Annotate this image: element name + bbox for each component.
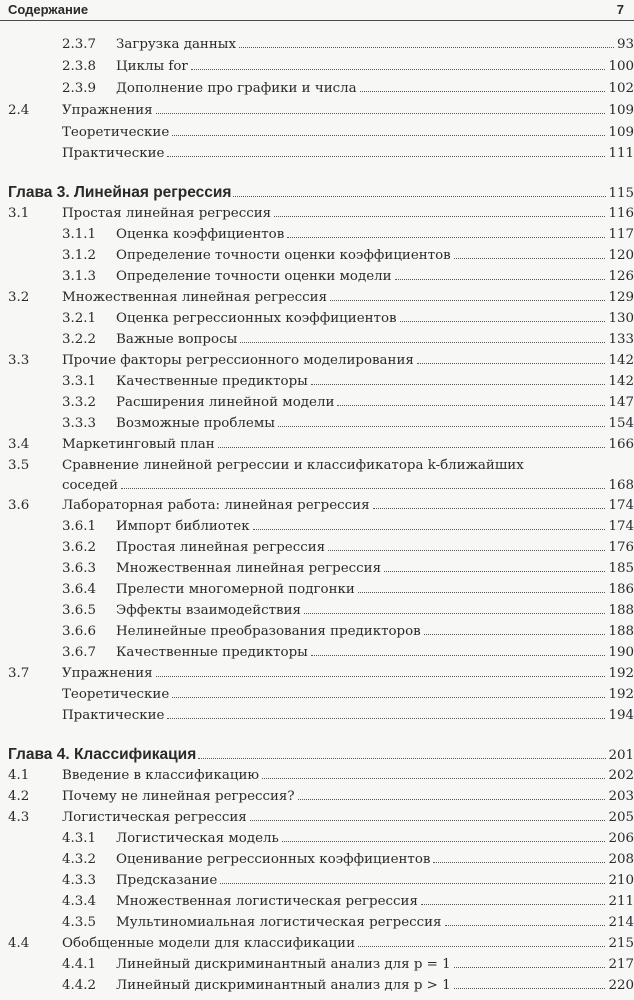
section-number: 3.3.2 bbox=[62, 395, 97, 410]
toc-line bbox=[116, 913, 634, 933]
chapter-title: Глава 3. Линейная регрессия bbox=[8, 184, 232, 201]
dot-leader bbox=[421, 892, 606, 905]
entry-title: Практические bbox=[62, 146, 165, 161]
page-number: 202 bbox=[608, 768, 634, 783]
page-number: 176 bbox=[608, 540, 634, 555]
toc-line bbox=[116, 892, 634, 912]
page-number: 203 bbox=[608, 789, 634, 804]
page-number: 186 bbox=[608, 582, 634, 597]
dot-leader bbox=[373, 496, 606, 509]
page-number: 120 bbox=[608, 248, 634, 263]
dot-leader bbox=[156, 101, 606, 114]
section-number: 3.1 bbox=[8, 206, 30, 221]
entry-title: Дополнение про графики и числа bbox=[116, 81, 357, 96]
page-number: 93 bbox=[616, 37, 634, 52]
subsection-entry bbox=[0, 976, 634, 996]
page-number: 111 bbox=[608, 146, 634, 161]
page-number: 154 bbox=[608, 416, 634, 431]
entry-title: Определение точности оценки коэффициентов bbox=[116, 248, 451, 263]
section-number: 4.1 bbox=[8, 768, 30, 783]
subentry bbox=[0, 706, 634, 726]
dot-leader bbox=[278, 414, 606, 427]
toc-line bbox=[116, 267, 634, 287]
section-number: 2.3.9 bbox=[62, 81, 97, 96]
section-entry bbox=[0, 288, 634, 308]
entry-title: Маркетинговый план bbox=[62, 437, 215, 452]
section-number: 3.3 bbox=[8, 353, 30, 368]
section-number: 3.1.2 bbox=[62, 248, 97, 263]
page-number: 214 bbox=[608, 915, 634, 930]
dot-leader bbox=[395, 267, 606, 280]
dot-leader bbox=[358, 580, 606, 593]
toc-line bbox=[116, 829, 634, 849]
section-number: 4.2 bbox=[8, 789, 30, 804]
section-number: 3.3.1 bbox=[62, 374, 97, 389]
subsection-entry bbox=[0, 79, 634, 99]
dot-leader bbox=[417, 351, 606, 364]
page-number: 100 bbox=[608, 59, 634, 74]
page-number: 210 bbox=[608, 873, 634, 888]
page-number: 126 bbox=[608, 269, 634, 284]
toc-line bbox=[116, 559, 634, 579]
page-number: 192 bbox=[608, 687, 634, 702]
entry-title: Обобщенные модели для классификации bbox=[62, 936, 356, 951]
dot-leader bbox=[282, 829, 606, 842]
page-number: 109 bbox=[608, 125, 634, 140]
toc-line bbox=[116, 580, 634, 600]
running-header bbox=[0, 0, 634, 21]
page-number: 117 bbox=[608, 227, 634, 242]
toc-line bbox=[116, 330, 634, 350]
dot-leader bbox=[433, 850, 605, 863]
page-number: 129 bbox=[608, 290, 634, 305]
dot-leader bbox=[337, 393, 605, 406]
dot-leader bbox=[384, 559, 605, 572]
subsection-entry bbox=[0, 892, 634, 912]
entry-title: Предсказание bbox=[116, 873, 218, 888]
dot-leader bbox=[358, 934, 605, 947]
section-number: 2.3.7 bbox=[62, 37, 97, 52]
toc-line bbox=[116, 643, 634, 663]
entry-title: Прочие факторы регрессионного моделирования bbox=[62, 353, 414, 368]
dot-leader bbox=[400, 309, 606, 322]
page-number: 215 bbox=[608, 936, 634, 951]
toc-line bbox=[62, 706, 634, 726]
toc-line bbox=[116, 850, 634, 870]
section-number: 3.6 bbox=[8, 498, 30, 513]
chapter-heading bbox=[0, 181, 634, 205]
page-number: 194 bbox=[608, 708, 634, 723]
section-number: 3.6.2 bbox=[62, 540, 97, 555]
dot-leader bbox=[304, 601, 605, 614]
section-entry bbox=[0, 664, 634, 684]
toc-line bbox=[116, 871, 634, 891]
subsection-entry bbox=[0, 35, 634, 55]
toc-line bbox=[116, 517, 634, 537]
subentry bbox=[0, 685, 634, 705]
section-number: 3.5 bbox=[8, 458, 30, 473]
page-number: 133 bbox=[608, 332, 634, 347]
toc-line bbox=[62, 808, 634, 828]
subsection-entry bbox=[0, 850, 634, 870]
entry-title: Упражнения bbox=[62, 666, 153, 681]
dot-leader bbox=[172, 685, 605, 698]
page-number: 208 bbox=[608, 852, 634, 867]
dot-leader bbox=[311, 372, 606, 385]
section-entry bbox=[0, 787, 634, 807]
subsection-entry bbox=[0, 955, 634, 975]
page-number: 211 bbox=[608, 894, 634, 909]
page-number: 220 bbox=[608, 978, 634, 993]
toc-line bbox=[62, 496, 634, 516]
section-number: 3.6.1 bbox=[62, 519, 97, 534]
dot-leader bbox=[298, 787, 606, 800]
section-number: 3.1.3 bbox=[62, 269, 97, 284]
entry-title: Эффекты взаимодействия bbox=[116, 603, 301, 618]
section-number: 3.2.1 bbox=[62, 311, 97, 326]
dot-leader bbox=[218, 435, 606, 448]
toc-line bbox=[116, 414, 634, 434]
entry-title-line1: Сравнение линейной регрессии и классификатора k-ближайших bbox=[62, 458, 524, 473]
page-number: 142 bbox=[608, 353, 634, 368]
toc-line bbox=[116, 538, 634, 558]
toc-line bbox=[116, 79, 634, 99]
header-page-number: 7 bbox=[616, 2, 624, 17]
subsection-entry bbox=[0, 267, 634, 287]
page-number: 174 bbox=[608, 498, 634, 513]
subsection-entry bbox=[0, 330, 634, 350]
header-title: Содержание bbox=[8, 2, 89, 17]
subsection-entry bbox=[0, 559, 634, 579]
dot-leader bbox=[240, 330, 605, 343]
toc-line bbox=[62, 787, 634, 807]
page-number: 130 bbox=[608, 311, 634, 326]
toc-line bbox=[116, 35, 634, 55]
page-number: 190 bbox=[608, 645, 634, 660]
dot-leader bbox=[330, 288, 605, 301]
entry-title: Почему не линейная регрессия? bbox=[62, 789, 295, 804]
toc-line bbox=[62, 288, 634, 308]
subsection-entry bbox=[0, 913, 634, 933]
entry-title: Оценка коэффициентов bbox=[116, 227, 285, 242]
section-number: 4.3.2 bbox=[62, 852, 97, 867]
dot-leader bbox=[250, 808, 606, 821]
dot-leader bbox=[424, 622, 606, 635]
entry-title: Импорт библиотек bbox=[116, 519, 250, 534]
entry-title: Множественная линейная регрессия bbox=[62, 290, 328, 305]
dot-leader bbox=[253, 517, 606, 530]
toc-line bbox=[116, 372, 634, 392]
subsection-entry bbox=[0, 57, 634, 77]
toc-line bbox=[62, 685, 634, 705]
page-number: 166 bbox=[608, 437, 634, 452]
entry-title: Простая линейная регрессия bbox=[116, 540, 326, 555]
dot-leader bbox=[454, 955, 606, 968]
entry-title: Множественная логистическая регрессия bbox=[116, 894, 418, 909]
page-number: 217 bbox=[608, 957, 634, 972]
dot-leader bbox=[287, 225, 605, 238]
dot-leader bbox=[233, 181, 606, 197]
section-entry bbox=[0, 456, 634, 496]
section-entry bbox=[0, 351, 634, 371]
dot-leader bbox=[360, 79, 606, 92]
toc-line bbox=[116, 976, 634, 996]
chapter-title: Глава 4. Классификация bbox=[8, 746, 197, 763]
section-number: 2.3.8 bbox=[62, 59, 97, 74]
toc-line bbox=[62, 766, 634, 786]
section-entry bbox=[0, 808, 634, 828]
section-number: 3.4 bbox=[8, 437, 30, 452]
page-number: 205 bbox=[608, 810, 634, 825]
dot-leader bbox=[454, 976, 606, 989]
toc-line bbox=[62, 123, 634, 143]
page-number: 188 bbox=[608, 603, 634, 618]
toc-line bbox=[8, 743, 634, 768]
section-entry bbox=[0, 934, 634, 954]
subsection-entry bbox=[0, 372, 634, 392]
toc-line bbox=[62, 204, 634, 224]
section-number: 4.4 bbox=[8, 936, 30, 951]
page-number: 115 bbox=[608, 186, 634, 201]
section-number: 4.4.1 bbox=[62, 957, 97, 972]
section-entry bbox=[0, 204, 634, 224]
subsection-entry bbox=[0, 643, 634, 663]
dot-leader bbox=[121, 476, 605, 489]
page-number: 102 bbox=[608, 81, 634, 96]
page-number: 188 bbox=[608, 624, 634, 639]
toc-line bbox=[116, 601, 634, 621]
entry-title: Возможные проблемы bbox=[116, 416, 275, 431]
entry-title: Качественные предикторы bbox=[116, 645, 308, 660]
toc-line bbox=[8, 181, 634, 206]
entry-title: Важные вопросы bbox=[116, 332, 238, 347]
subsection-entry bbox=[0, 225, 634, 245]
entry-title: Циклы for bbox=[116, 59, 188, 74]
dot-leader bbox=[445, 913, 606, 926]
section-entry bbox=[0, 496, 634, 516]
subsection-entry bbox=[0, 622, 634, 642]
entry-title: соседей bbox=[62, 478, 119, 493]
section-number: 3.7 bbox=[8, 666, 30, 681]
entry-title: Введение в классификацию bbox=[62, 768, 260, 783]
toc-line bbox=[116, 225, 634, 245]
page-number: 192 bbox=[608, 666, 634, 681]
subsection-entry bbox=[0, 538, 634, 558]
toc-line bbox=[62, 934, 634, 954]
entry-title: Прелести многомерной подгонки bbox=[116, 582, 355, 597]
section-number: 4.4.2 bbox=[62, 978, 97, 993]
dot-leader bbox=[262, 766, 605, 779]
dot-leader bbox=[311, 643, 606, 656]
entry-title: Определение точности оценки модели bbox=[116, 269, 392, 284]
entry-title: Линейный дискриминантный анализ для p = 1 bbox=[116, 957, 451, 972]
entry-title: Теоретические bbox=[62, 687, 170, 702]
dot-leader bbox=[239, 35, 614, 48]
dot-leader bbox=[274, 204, 605, 217]
toc-line bbox=[62, 144, 634, 164]
toc-line bbox=[116, 309, 634, 329]
dot-leader bbox=[328, 538, 605, 551]
dot-leader bbox=[167, 144, 605, 157]
toc-line bbox=[116, 246, 634, 266]
toc-line bbox=[62, 351, 634, 371]
subentry bbox=[0, 123, 634, 143]
dot-leader bbox=[198, 743, 606, 759]
entry-title: Оценка регрессионных коэффициентов bbox=[116, 311, 397, 326]
dot-leader bbox=[167, 706, 605, 719]
toc-line bbox=[62, 435, 634, 455]
section-number: 4.3 bbox=[8, 810, 30, 825]
toc-line bbox=[62, 476, 634, 496]
page-number: 116 bbox=[608, 206, 634, 221]
section-number: 4.3.5 bbox=[62, 915, 97, 930]
section-number: 3.6.6 bbox=[62, 624, 97, 639]
dot-leader bbox=[454, 246, 606, 259]
subsection-entry bbox=[0, 517, 634, 537]
section-number: 3.2 bbox=[8, 290, 30, 305]
page-number: 168 bbox=[608, 478, 634, 493]
entry-title: Линейный дискриминантный анализ для p > 1 bbox=[116, 978, 451, 993]
entry-title: Практические bbox=[62, 708, 165, 723]
entry-title: Простая линейная регрессия bbox=[62, 206, 272, 221]
toc-line bbox=[62, 101, 634, 121]
entry-title: Мультиномиальная логистическая регрессия bbox=[116, 915, 442, 930]
subsection-entry bbox=[0, 246, 634, 266]
page-number: 201 bbox=[608, 748, 634, 763]
subentry bbox=[0, 144, 634, 164]
entry-title: Логистическая модель bbox=[116, 831, 279, 846]
toc-line bbox=[116, 393, 634, 413]
page-number: 109 bbox=[608, 103, 634, 118]
section-entry bbox=[0, 766, 634, 786]
section-number: 3.3.3 bbox=[62, 416, 97, 431]
toc-line bbox=[116, 622, 634, 642]
section-number: 4.3.1 bbox=[62, 831, 97, 846]
section-number: 3.1.1 bbox=[62, 227, 97, 242]
section-number: 3.6.3 bbox=[62, 561, 97, 576]
section-number: 3.6.7 bbox=[62, 645, 97, 660]
subsection-entry bbox=[0, 871, 634, 891]
subsection-entry bbox=[0, 393, 634, 413]
dot-leader bbox=[191, 57, 606, 70]
page-number: 185 bbox=[608, 561, 634, 576]
entry-title: Качественные предикторы bbox=[116, 374, 308, 389]
subsection-entry bbox=[0, 580, 634, 600]
entry-title: Загрузка данных bbox=[116, 37, 236, 52]
entry-title: Оценивание регрессионных коэффициентов bbox=[116, 852, 431, 867]
subsection-entry bbox=[0, 414, 634, 434]
chapter-heading bbox=[0, 743, 634, 767]
page-number: 147 bbox=[608, 395, 634, 410]
entry-title: Лабораторная работа: линейная регрессия bbox=[62, 498, 370, 513]
entry-title: Упражнения bbox=[62, 103, 153, 118]
dot-leader bbox=[220, 871, 605, 884]
entry-title: Теоретические bbox=[62, 125, 170, 140]
section-entry bbox=[0, 435, 634, 455]
section-entry bbox=[0, 101, 634, 121]
entry-title: Нелинейные преобразования предикторов bbox=[116, 624, 421, 639]
dot-leader bbox=[156, 664, 606, 677]
toc-line bbox=[62, 664, 634, 684]
section-number: 2.4 bbox=[8, 103, 30, 118]
subsection-entry bbox=[0, 829, 634, 849]
entry-title: Множественная линейная регрессия bbox=[116, 561, 382, 576]
toc-line bbox=[116, 955, 634, 975]
entry-title: Расширения линейной модели bbox=[116, 395, 335, 410]
page-number: 142 bbox=[608, 374, 634, 389]
entry-title: Логистическая регрессия bbox=[62, 810, 247, 825]
page-number: 174 bbox=[608, 519, 634, 534]
section-number: 3.6.5 bbox=[62, 603, 97, 618]
subsection-entry bbox=[0, 601, 634, 621]
toc-line bbox=[116, 57, 634, 77]
section-number: 3.2.2 bbox=[62, 332, 97, 347]
dot-leader bbox=[172, 123, 605, 136]
page-number: 206 bbox=[608, 831, 634, 846]
section-number: 4.3.4 bbox=[62, 894, 97, 909]
section-number: 3.6.4 bbox=[62, 582, 97, 597]
section-number: 4.3.3 bbox=[62, 873, 97, 888]
subsection-entry bbox=[0, 309, 634, 329]
